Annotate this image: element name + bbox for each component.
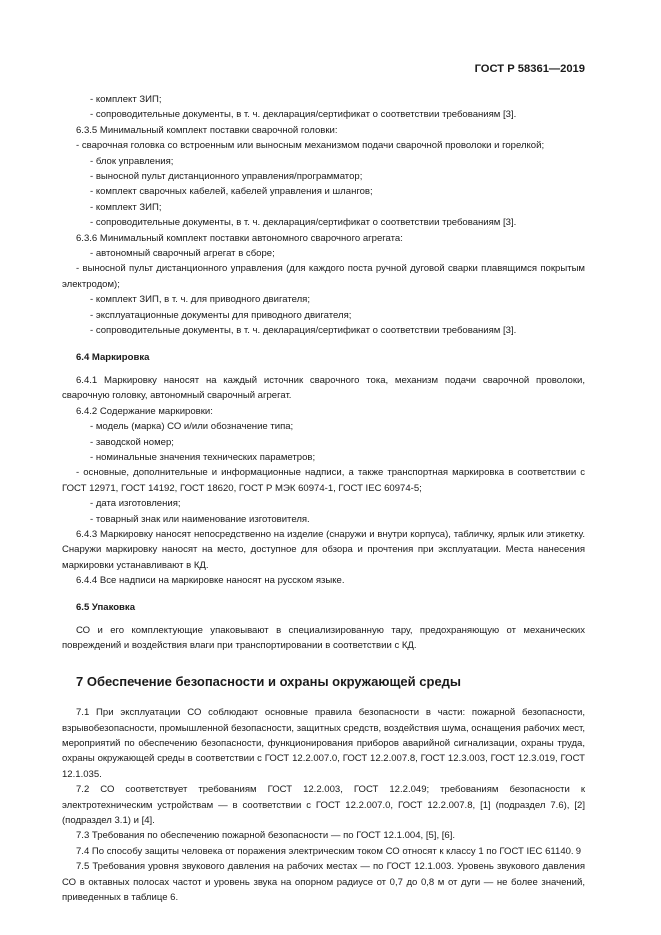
paragraph: - автономный сварочный агрегат в сборе; bbox=[90, 248, 275, 260]
paragraph: - дата изготовления; bbox=[90, 498, 181, 510]
paragraph: - сопроводительные документы, в т. ч. декларация/сертификат о соответствии требованиям [3]. bbox=[90, 217, 517, 229]
paragraph: - модель (марка) СО и/или обозначение типа; bbox=[90, 421, 294, 433]
paragraph: - блок управления; bbox=[90, 155, 174, 167]
paragraph: - основные, дополнительные и информационные надписи, а также транспортная маркировка в соответствии с ГОСТ 12971, ГОСТ 14192, ГОСТ 18620, ГОСТ Р МЭК 60974-1, ГОСТ IEC 60974-5; bbox=[62, 467, 585, 494]
paragraph: - номинальные значения технических параметров; bbox=[90, 451, 316, 463]
paragraph: - комплект ЗИП, в т. ч. для приводного двигателя; bbox=[90, 294, 310, 306]
document-body bbox=[62, 92, 585, 906]
paragraph: 6.3.6 Минимальный комплект поставки автономного сварочного агрегата: bbox=[76, 232, 403, 244]
paragraph: 6.4.1 Маркировку наносят на каждый источник сварочного тока, механизм подачи сварочной проволоки, сварочную головку, автономный сварочный агрегат. bbox=[62, 374, 585, 402]
page-number: 9 bbox=[575, 846, 581, 857]
paragraph: 7.4 По способу защиты человека от поражения электрическим током СО относят к классу 1 по ГОСТ IEC 61140. bbox=[76, 845, 574, 857]
paragraph: - выносной пульт дистанционного управления/программатор; bbox=[90, 171, 363, 183]
paragraph: - выносной пульт дистанционного управления (для каждого поста ручной дуговой сварки плавящимся покрытым электродом); bbox=[62, 263, 585, 290]
paragraph: - комплект сварочных кабелей, кабелей управления и шлангов; bbox=[90, 186, 373, 198]
paragraph: 6.4.2 Содержание маркировки: bbox=[76, 405, 213, 417]
paragraph: - эксплуатационные документы для приводного двигателя; bbox=[90, 309, 352, 321]
section-heading: 6.4 Маркировка bbox=[76, 351, 150, 363]
paragraph: 7.3 Требования по обеспечению пожарной безопасности — по ГОСТ 12.1.004, [5], [6]. bbox=[76, 830, 456, 842]
section-heading: 6.5 Упаковка bbox=[76, 601, 136, 613]
paragraph: - сопроводительные документы, в т. ч. декларация/сертификат о соответствии требованиям [3]. bbox=[90, 325, 517, 337]
paragraph: - комплект ЗИП; bbox=[90, 94, 162, 105]
paragraph: - комплект ЗИП; bbox=[90, 201, 162, 213]
paragraph: - сварочная головка со встроенным или выносным механизмом подачи сварочной проволоки и горелкой; bbox=[76, 140, 545, 152]
paragraph: 6.4.3 Маркировку наносят непосредственно на изделие (снаружи и внутри корпуса), табличку, ярлык или этикетку. Снаружи маркировку наносят на место, доступное для обзора и прочтения при эксплуатации. Места нанесения маркировки устанавливают в КД. bbox=[62, 528, 585, 571]
paragraph: - товарный знак или наименование изготовителя. bbox=[90, 513, 310, 525]
paragraph: - заводской номер; bbox=[90, 436, 174, 448]
paragraph: 7.2 СО соответствует требованиям ГОСТ 12.2.003, ГОСТ 12.2.049; требованиям безопасности к электротехническим устройствам — в соответствии с ГОСТ 12.2.007.0, ГОСТ 12.2.007.8, [1] (подраздел 7.6), [2] (подраздел 3.1) и [4]. bbox=[62, 784, 585, 827]
paragraph: - сопроводительные документы, в т. ч. декларация/сертификат о соответствии требованиям [3]. bbox=[90, 109, 517, 121]
paragraph: 6.3.5 Минимальный комплект поставки сварочной головки: bbox=[76, 124, 338, 136]
paragraph: 7.5 Требования уровня звукового давления на рабочих местах — по ГОСТ 12.1.003. Уровень звукового давления СО в октавных полосах частот и уровень звука на опорном радиусе от 0,7 до 0,8 м от дуги — не более значений, приведенных в таблице 6. bbox=[62, 861, 585, 904]
document-id: ГОСТ Р 58361—2019 bbox=[474, 63, 585, 75]
paragraph: 7.1 При эксплуатации СО соблюдают основные правила безопасности в части: пожарной безопасности, взрывобезопасности, промышленной безопасности, защитных средств, воздействия шума, оснащения рабочих мест, мероприятий по обеспечению безопасности, функционирования приборов аварийной сигнализации, охраны труда, охраны окружающей среды в соответствии с ГОСТ 12.2.007.0, ГОСТ 12.2.007.8, ГОСТ 12.3.003, ГОСТ 12.3.019, ГОСТ 12.1.035. bbox=[62, 707, 585, 780]
paragraph: СО и его комплектующие упаковывают в специализированную тару, предохраняющую от механических повреждений и воздействия влаги при транспортировании в соответствии с КД. bbox=[62, 625, 585, 652]
paragraph: 6.4.4 Все надписи на маркировке наносят на русском языке. bbox=[76, 575, 345, 587]
section-heading: 7 Обеспечение безопасности и охраны окружающей среды bbox=[76, 673, 462, 689]
